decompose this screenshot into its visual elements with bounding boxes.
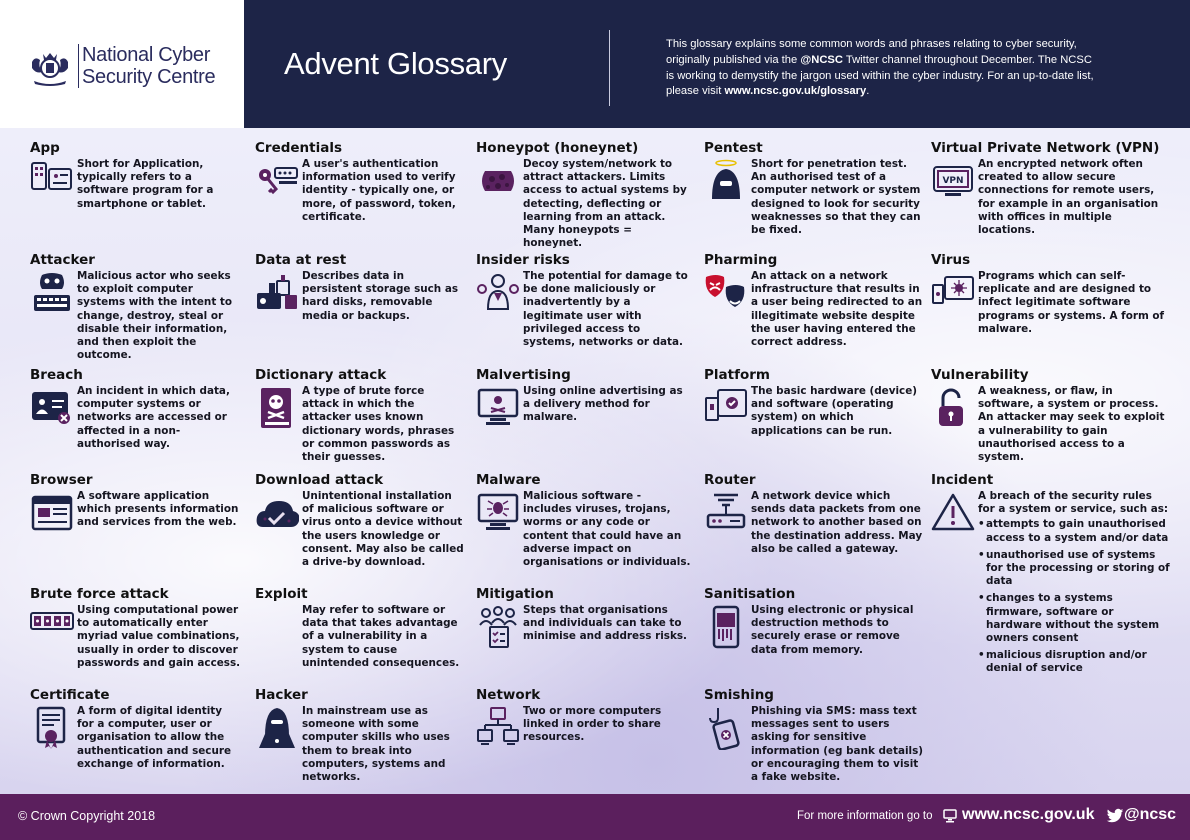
twitter-handle-link[interactable]: @ncsc	[1124, 806, 1177, 823]
glossary-definition	[751, 490, 923, 556]
glossary-entry	[931, 472, 1170, 675]
glossary-entry	[704, 367, 918, 437]
definition-bullet: • attempts to gain unauthorised access to a system and/or data	[978, 518, 1170, 544]
intro-end: .	[866, 85, 870, 98]
definition-text: Malicious software - includes viruses, trojans, worms or any code or content that could have an adverse impact on organisations or individuals.	[523, 490, 691, 569]
glossary-term: Credentials	[255, 140, 343, 156]
intro-text	[666, 37, 1096, 100]
glossary-definition	[523, 705, 693, 745]
glossary-definition	[302, 158, 464, 224]
definition-text: A network device which sends data packets from one network to another based on the destination address. May also be called a gateway.	[751, 490, 923, 555]
glossary-definition	[302, 270, 464, 323]
honeypot-icon	[476, 159, 520, 203]
glossary-definition	[523, 604, 693, 644]
definition-bullet: • unauthorised use of systems for the processing or storing of data	[978, 549, 1170, 589]
definition-text: An encrypted network often created to allow secure connections for remote users, for example in an organisation with offices in multiple locations.	[978, 158, 1159, 237]
team-checklist-icon	[476, 605, 520, 649]
glossary-term: Browser	[30, 472, 93, 488]
glossary-entry	[30, 687, 232, 770]
monitor-icon	[943, 809, 957, 823]
copyright: © Crown Copyright 2018	[18, 809, 156, 823]
storage-media-icon	[255, 271, 299, 315]
glossary-entry	[30, 367, 230, 450]
glossary-term: Sanitisation	[704, 586, 796, 602]
definition-text: Programs which can self-replicate and are designed to infect legitimate software programs or systems. A form of malware.	[978, 270, 1165, 335]
website-link[interactable]: www.ncsc.gov.uk	[962, 806, 1095, 823]
organisation-name	[78, 44, 215, 88]
definition-text: Using computational power to automatically enter myriad value combinations, usually in order to discover passwords and gain access.	[77, 604, 241, 669]
definition-bullet: • changes to a systems firmware, software or hardware without the system owners consent	[978, 592, 1170, 645]
twitter-icon	[1106, 807, 1124, 825]
key-password-icon	[255, 159, 299, 203]
definition-text: May refer to software or data that takes advantage of a vulnerability in a system to cause unintended consequences.	[302, 604, 460, 669]
definition-text: A user's authentication information used to verify identity - typically one, or more, of password, token, certificate.	[302, 158, 456, 223]
glossary-definition	[978, 158, 1170, 237]
vpn-label: VPN	[942, 176, 964, 186]
definition-bullet: • malicious disruption and/or denial of service	[978, 649, 1170, 675]
royal-crest-icon	[28, 44, 72, 88]
glossary-entry	[255, 687, 450, 784]
phone-apps-icon	[30, 159, 74, 203]
network-computers-icon	[476, 706, 520, 750]
glossary-entry	[255, 367, 455, 464]
glossary-definition	[751, 604, 923, 657]
glossary-term: Attacker	[30, 252, 95, 268]
glossary-entry	[30, 252, 233, 362]
glossary-definition	[978, 490, 1170, 680]
breach-icon	[30, 386, 74, 430]
glossary-term: Honeypot (honeynet)	[476, 140, 639, 156]
glossary-definition	[978, 270, 1170, 336]
glossary-entry	[476, 586, 688, 643]
footer	[0, 794, 1190, 840]
glossary-term: Download attack	[255, 472, 384, 488]
certificate-icon	[30, 706, 74, 750]
skull-book-icon	[255, 386, 299, 430]
org-name-line1: National Cyber	[82, 44, 211, 66]
title-divider	[609, 30, 610, 106]
glossary-definition	[751, 705, 923, 784]
glossary-definition	[77, 270, 242, 362]
glossary-entry	[931, 140, 1160, 237]
definition-text: Malicious actor who seeks to exploit computer systems with the intent to change, destroy, steal or disable their information, and then exploit the outcome.	[77, 270, 233, 362]
glossary-term: Data at rest	[255, 252, 347, 268]
glossary-definition	[523, 158, 693, 250]
skull-keyboard-icon	[30, 271, 74, 315]
glossary-term: Pentest	[704, 140, 763, 156]
glossary-term: Smishing	[704, 687, 774, 703]
intro-part1: This glossary explains some common words and phrases relating to cyber security, originally published via the	[666, 38, 1077, 66]
masks-icon	[704, 271, 748, 315]
glossary-definition	[77, 385, 242, 451]
phone-hook-icon	[704, 706, 748, 750]
definition-bullets	[978, 518, 1170, 675]
virus-devices-icon	[931, 271, 975, 315]
platform-devices-icon	[704, 386, 748, 430]
glossary-entry	[704, 252, 923, 349]
glossary-entry	[476, 252, 688, 349]
glossary-grid	[0, 128, 1190, 794]
glossary-entry	[30, 140, 214, 210]
glossary-entry	[476, 687, 662, 744]
glossary-entry	[704, 586, 914, 656]
definition-text: Describes data in persistent storage such as hard disks, removable media or backups.	[302, 270, 459, 322]
router-icon	[704, 491, 748, 535]
glossary-definition	[77, 705, 242, 771]
glossary-entry	[476, 140, 687, 250]
glossary-term: Virus	[931, 252, 971, 268]
glossary-entry	[931, 252, 1165, 335]
glossary-entry	[255, 586, 460, 669]
open-padlock-icon	[931, 386, 975, 430]
glossary-term: App	[30, 140, 60, 156]
definition-text: Unintentional installation of malicious software or virus onto a device without the users knowledge or consent. May also be called a drive-by download.	[302, 490, 464, 569]
intro-handle: @NCSC	[800, 53, 843, 66]
glossary-term: Incident	[931, 472, 994, 488]
bug-monitor-icon	[476, 491, 520, 535]
browser-window-icon	[30, 491, 74, 535]
more-info-text: For more information go to	[797, 810, 933, 822]
glossary-term: Brute force attack	[30, 586, 169, 602]
glossary-definition	[77, 158, 242, 211]
glossary-term: Malvertising	[476, 367, 571, 383]
definition-text: A type of brute force attack in which the attacker uses known dictionary words, phrases or common passwords as their guesses.	[302, 385, 455, 464]
glossary-term: Network	[476, 687, 541, 703]
glossary-definition	[77, 604, 242, 670]
cloud-download-icon	[255, 491, 299, 535]
glossary-entry	[255, 472, 464, 569]
glossary-term: Router	[704, 472, 756, 488]
glossary-term: Insider risks	[476, 252, 570, 268]
definition-text: A weakness, or flaw, in software, a system or process. An attacker may seek to exploit a vulnerability to gain unauthorised access to a system.	[978, 385, 1165, 464]
glossary-term: Dictionary attack	[255, 367, 387, 383]
glossary-entry	[704, 140, 921, 237]
glossary-definition	[751, 270, 923, 349]
definition-text: Using online advertising as a delivery method for malware.	[523, 385, 683, 424]
glossary-definition	[523, 385, 693, 425]
hooded-laptop-icon	[255, 706, 299, 750]
password-grid-icon	[30, 605, 74, 649]
glossary-entry	[255, 252, 459, 322]
logo-panel	[0, 0, 244, 128]
glossary-entry	[30, 472, 239, 529]
definition-text: An attack on a network infrastructure that results in a user being redirected to an illegitimate website despite the user having entered the correct address.	[751, 270, 923, 349]
glossary-term: Malware	[476, 472, 541, 488]
definition-text: Steps that organisations and individuals can take to minimise and address risks.	[523, 604, 688, 643]
definition-text: An incident in which data, computer systems or networks are accessed or affected in a non-authorised way.	[77, 385, 230, 450]
definition-text: The basic hardware (device) and software (operating system) on which applications can be run.	[751, 385, 918, 437]
glossary-definition	[523, 490, 693, 569]
glossary-term: Pharming	[704, 252, 778, 268]
definition-text: Phishing via SMS: mass text messages sent to users asking for sensitive information (eg bank details) or encouraging them to visit a fake website.	[751, 705, 924, 784]
glossary-definition	[523, 270, 693, 349]
vpn-icon	[931, 159, 975, 203]
glossary-entry	[704, 687, 924, 784]
insider-people-icon	[476, 271, 520, 315]
page-title: Advent Glossary	[284, 46, 507, 81]
hooded-angel-icon	[704, 159, 748, 203]
shredding-phone-icon	[704, 605, 748, 649]
glossary-term: Exploit	[255, 586, 308, 602]
glossary-definition	[751, 158, 923, 237]
definition-text: A software application which presents information and services from the web.	[77, 490, 239, 529]
glossary-definition	[302, 385, 464, 464]
intro-part2: Twitter channel throughout December. The NCSC is working to demystify the jargon used within the cyber industry. For an up-to-date list, please visit	[666, 53, 1094, 98]
glossary-term: Breach	[30, 367, 83, 383]
glossary-term: Virtual Private Network (VPN)	[931, 140, 1160, 156]
glossary-definition	[978, 385, 1170, 464]
definition-text: Two or more computers linked in order to share resources.	[523, 705, 662, 744]
glossary-entry	[476, 472, 691, 569]
warning-triangle-icon	[931, 491, 975, 535]
glossary-entry	[476, 367, 683, 424]
glossary-entry	[255, 140, 456, 223]
malvertising-icon	[476, 386, 520, 430]
glossary-definition	[302, 604, 464, 670]
org-name-line2: Security Centre	[82, 66, 216, 88]
glossary-term: Vulnerability	[931, 367, 1029, 383]
title-panel	[244, 0, 1190, 128]
glossary-definition	[77, 490, 242, 530]
intro-url[interactable]: www.ncsc.gov.uk/glossary	[724, 85, 867, 98]
glossary-definition	[302, 705, 464, 784]
glossary-entry	[931, 367, 1165, 464]
definition-text: The potential for damage to be done maliciously or inadvertently by a legitimate user with privileged access to systems, networks or data.	[523, 270, 688, 349]
glossary-entry	[30, 586, 241, 669]
glossary-term: Platform	[704, 367, 770, 383]
glossary-definition	[302, 490, 464, 569]
definition-text: A breach of the security rules for a system or service, such as:	[978, 490, 1169, 516]
definition-text: In mainstream use as someone with some computer skills who uses them to break into computers, systems and networks.	[302, 705, 450, 784]
definition-text: Short for Application, typically refers to a software program for a smartphone or tablet.	[77, 158, 214, 210]
glossary-entry	[704, 472, 923, 555]
definition-text: Decoy system/network to attract attackers. Limits access to actual systems by detecting, deflecting or learning from an attack. Many honeypots = honeynet.	[523, 158, 687, 250]
glossary-term: Hacker	[255, 687, 308, 703]
glossary-term: Certificate	[30, 687, 110, 703]
glossary-term: Mitigation	[476, 586, 554, 602]
glossary-definition	[751, 385, 923, 438]
definition-text: Using electronic or physical destruction methods to securely erase or remove data from memory.	[751, 604, 914, 656]
definition-text: A form of digital identity for a computer, user or organisation to allow the authentication and secure exchange of information.	[77, 705, 232, 770]
definition-text: Short for penetration test. An authorised test of a computer network or system designed to look for security weaknesses so that they can be fixed.	[751, 158, 921, 237]
